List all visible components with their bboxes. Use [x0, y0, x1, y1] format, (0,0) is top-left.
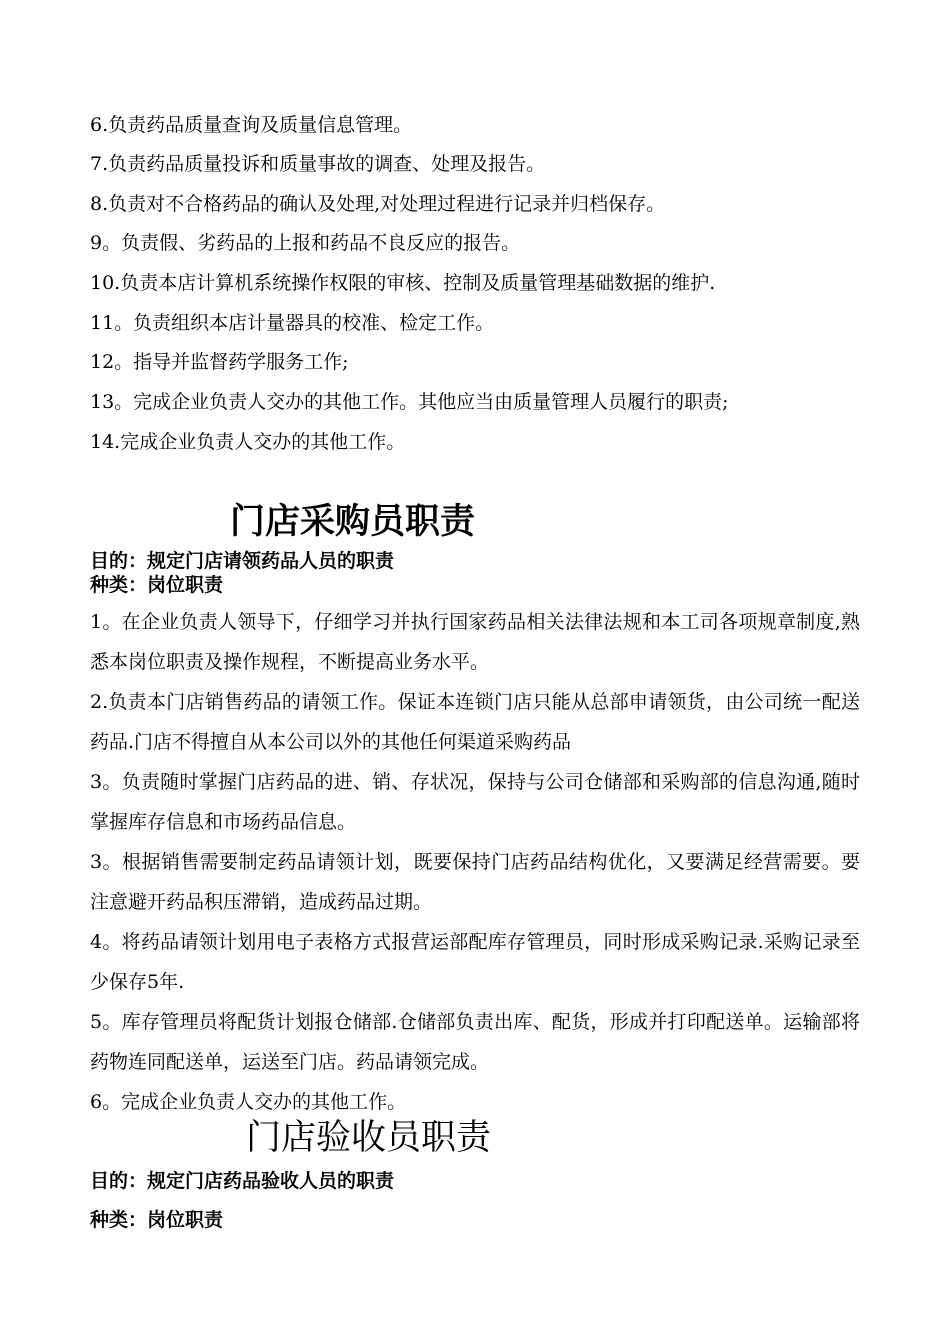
list-item: 6.负责药品质量查询及质量信息管理。 — [90, 114, 413, 136]
list-item: 8.负责对不合格药品的确认及处理,对处理过程进行记录并归档保存。 — [90, 193, 666, 215]
list-item: 14.完成企业负责人交办的其他工作。 — [90, 431, 406, 453]
list-item: 9。负责假、劣药品的上报和药品不良反应的报告。 — [90, 232, 521, 254]
list-item: 1。在企业负责人领导下，仔细学习并执行国家药品相关法律法规和本工司各项规章制度,熟悉本岗位职责及操作规程，不断提高业务水平。 — [90, 611, 860, 673]
section-category: 种类：岗位职责 — [90, 1209, 224, 1231]
section-title-inspector: 门店验收员职责 — [246, 1118, 492, 1158]
list-item: 7.负责药品质量投诉和质量事故的调查、处理及报告。 — [90, 153, 546, 175]
list-item: 10.负责本店计算机系统操作权限的审核、控制及质量管理基础数据的维护. — [90, 272, 716, 294]
section-purpose: 目的：规定门店请领药品人员的职责 — [90, 550, 395, 572]
list-item: 11。负责组织本店计量器具的校准、检定工作。 — [90, 312, 495, 334]
list-item: 4。将药品请领计划用电子表格方式报营运部配库存管理员，同时形成采购记录.采购记录至少保存5年. — [90, 931, 860, 993]
list-item: 13。完成企业负责人交办的其他工作。其他应当由质量管理人员履行的职责; — [90, 391, 729, 413]
section-category: 种类：岗位职责 — [90, 574, 224, 596]
list-item: 3。根据销售需要制定药品请领计划，既要保持门店药品结构优化，又要满足经营需要。要注意避开药品积压滞销，造成药品过期。 — [90, 851, 860, 913]
list-item: 5。库存管理员将配货计划报仓储部.仓储部负责出库、配货，形成并打印配送单。运输部将药物连同配送单，运送至门店。药品请领完成。 — [90, 1011, 860, 1073]
list-item: 2.负责本门店销售药品的请领工作。保证本连锁门店只能从总部申请领货，由公司统一配送药品.门店不得擅自从本公司以外的其他任何渠道采购药品 — [90, 691, 860, 753]
list-item: 12。指导并监督药学服务工作; — [90, 351, 349, 373]
list-item: 6。完成企业负责人交办的其他工作。 — [90, 1091, 407, 1113]
section-title-purchaser: 门店采购员职责 — [230, 501, 476, 542]
list-item: 3。负责随时掌握门店药品的进、销、存状况，保持与公司仓储部和采购部的信息沟通,随时掌握库存信息和市场药品信息。 — [90, 771, 860, 833]
section-purpose: 目的：规定门店药品验收人员的职责 — [90, 1170, 395, 1192]
